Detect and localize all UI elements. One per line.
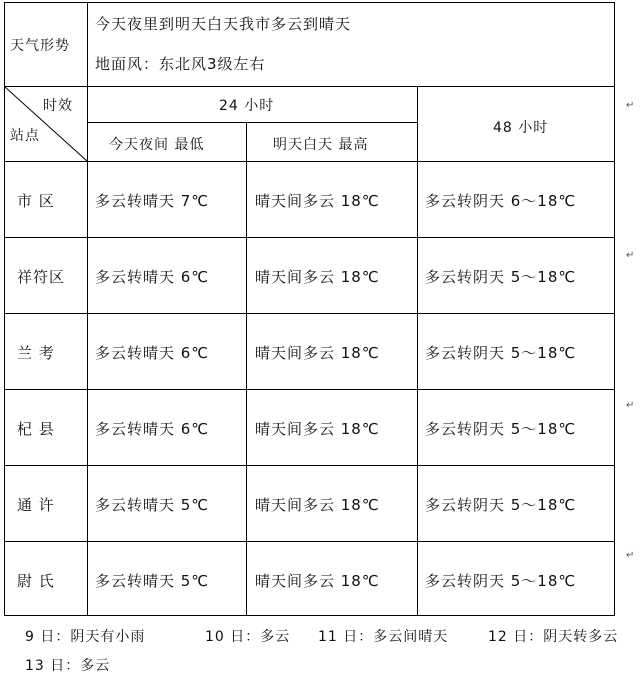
paragraph-mark: ↵ — [626, 550, 635, 561]
corner-top-label: 时效 — [43, 98, 73, 114]
header-tomorrow: 明天白天 最高 — [273, 137, 369, 153]
header-24h: 24 小时 — [219, 98, 275, 114]
h48-cell: 多云转阴天 5～18℃ — [425, 344, 577, 362]
h48-cell: 多云转阴天 5～18℃ — [425, 572, 577, 590]
weather-trend-line2: 地面风：东北风3级左右 — [95, 55, 266, 73]
tonight-cell: 多云转晴天 5℃ — [95, 496, 210, 514]
h48-cell: 多云转阴天 5～18℃ — [425, 268, 577, 286]
rule-row2-bottom — [5, 313, 614, 314]
weather-trend-label: 天气形势 — [10, 38, 70, 54]
forecast-table — [4, 2, 615, 616]
rule-row5-bottom — [5, 541, 614, 542]
outlook-day12: 12 日：阴天转多云 — [488, 629, 619, 645]
corner-bottom-label: 站点 — [10, 128, 40, 144]
outlook-day11: 11 日：多云间晴天 — [318, 629, 449, 645]
rule-header-bottom — [5, 161, 614, 162]
rule-tonight-col — [246, 122, 247, 615]
weather-trend-line1: 今天夜里到明天白天我市多云到晴天 — [95, 15, 352, 33]
outlook-day13: 13 日：多云 — [25, 658, 111, 674]
header-48h: 48 小时 — [493, 120, 549, 136]
station-cell: 兰 考 — [17, 344, 55, 362]
tonight-cell: 多云转晴天 7℃ — [95, 192, 210, 210]
h48-cell: 多云转阴天 5～18℃ — [425, 420, 577, 438]
rule-48h-col — [417, 86, 418, 615]
rule-row3-bottom — [5, 389, 614, 390]
station-cell: 尉 氏 — [17, 572, 55, 590]
outlook-day9: 9 日：阴天有小雨 — [25, 629, 146, 645]
tomorrow-cell: 晴天间多云 18℃ — [255, 268, 380, 286]
station-cell: 祥符区 — [17, 268, 66, 286]
h48-cell: 多云转阴天 5～18℃ — [425, 496, 577, 514]
rule-24h-bottom — [87, 122, 417, 123]
station-cell: 通 许 — [17, 496, 55, 514]
paragraph-mark: ↵ — [626, 400, 635, 411]
tomorrow-cell: 晴天间多云 18℃ — [255, 192, 380, 210]
rule-row1-bottom — [5, 237, 614, 238]
tonight-cell: 多云转晴天 5℃ — [95, 572, 210, 590]
station-cell: 市 区 — [17, 192, 55, 210]
paragraph-mark: ↵ — [626, 250, 635, 261]
header-tonight: 今天夜间 最低 — [109, 137, 205, 153]
tomorrow-cell: 晴天间多云 18℃ — [255, 496, 380, 514]
h48-cell: 多云转阴天 6～18℃ — [425, 192, 577, 210]
station-cell: 杞 县 — [17, 420, 55, 438]
tomorrow-cell: 晴天间多云 18℃ — [255, 420, 380, 438]
tonight-cell: 多云转晴天 6℃ — [95, 268, 210, 286]
tomorrow-cell: 晴天间多云 18℃ — [255, 344, 380, 362]
tonight-cell: 多云转晴天 6℃ — [95, 344, 210, 362]
tonight-cell: 多云转晴天 6℃ — [95, 420, 210, 438]
tomorrow-cell: 晴天间多云 18℃ — [255, 572, 380, 590]
rule-trend-bottom — [5, 86, 614, 87]
paragraph-mark: ↵ — [626, 100, 635, 111]
rule-row4-bottom — [5, 465, 614, 466]
outlook-day10: 10 日：多云 — [205, 629, 291, 645]
